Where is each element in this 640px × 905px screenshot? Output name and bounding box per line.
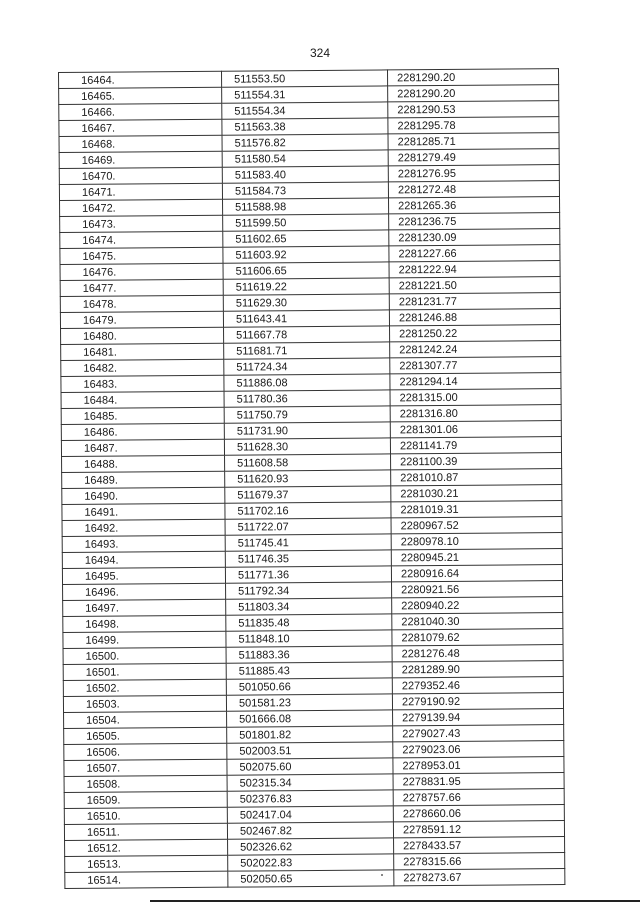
x-coordinate-cell: 511722.07 <box>225 518 391 535</box>
x-coordinate-cell: 502315.34 <box>227 774 393 791</box>
x-coordinate-cell: 511643.41 <box>223 310 389 327</box>
y-coordinate-cell: 2281100.39 <box>391 453 562 470</box>
point-number-cell: 16484. <box>61 391 224 408</box>
x-coordinate-cell: 502050.65 <box>228 870 394 887</box>
x-coordinate-cell: 511746.35 <box>225 550 391 567</box>
point-number-cell: 16489. <box>62 471 225 488</box>
x-coordinate-cell: 511780.36 <box>224 390 390 407</box>
point-number-cell: 16493. <box>62 535 225 552</box>
point-number-cell: 16477. <box>60 279 223 296</box>
y-coordinate-cell: 2281230.09 <box>389 229 560 246</box>
point-number-cell: 16476. <box>60 263 223 280</box>
y-coordinate-cell: 2281315.00 <box>390 389 561 406</box>
x-coordinate-cell: 511619.22 <box>223 278 389 295</box>
x-coordinate-cell: 511803.34 <box>226 598 392 615</box>
y-coordinate-cell: 2280916.64 <box>391 565 562 582</box>
point-number-cell: 16513. <box>65 855 228 872</box>
y-coordinate-cell: 2279023.06 <box>393 741 564 758</box>
point-number-cell: 16503. <box>63 695 226 712</box>
point-number-cell: 16470. <box>59 167 222 184</box>
point-number-cell: 16471. <box>59 183 222 200</box>
y-coordinate-cell: 2281290.20 <box>388 85 559 102</box>
y-coordinate-cell: 2281290.20 <box>387 69 558 86</box>
x-coordinate-cell: 502376.83 <box>227 790 393 807</box>
y-coordinate-cell: 2281141.79 <box>390 437 561 454</box>
point-number-cell: 16498. <box>63 615 226 632</box>
point-number-cell: 16483. <box>61 375 224 392</box>
x-coordinate-cell: 511583.40 <box>222 166 388 183</box>
point-number-cell: 16508. <box>64 775 227 792</box>
y-coordinate-cell: 2281019.31 <box>391 501 562 518</box>
y-coordinate-cell: 2281295.78 <box>388 117 559 134</box>
point-number-cell: 16512. <box>65 839 228 856</box>
coordinates-table-body <box>59 69 565 889</box>
x-coordinate-cell: 511628.30 <box>224 438 390 455</box>
point-number-cell: 16490. <box>62 487 225 504</box>
point-number-cell: 16486. <box>61 423 224 440</box>
y-coordinate-cell: 2281276.48 <box>392 645 563 662</box>
point-number-cell: 16475. <box>60 247 223 264</box>
y-coordinate-cell: 2278591.12 <box>393 821 564 838</box>
y-coordinate-cell: 2281285.71 <box>388 133 559 150</box>
x-coordinate-cell: 511771.36 <box>225 566 391 583</box>
y-coordinate-cell: 2278831.95 <box>393 773 564 790</box>
y-coordinate-cell: 2281222.94 <box>389 261 560 278</box>
y-coordinate-cell: 2278273.67 <box>394 869 565 886</box>
x-coordinate-cell: 502022.83 <box>228 854 394 871</box>
y-coordinate-cell: 2281246.88 <box>389 309 560 326</box>
point-number-cell: 16468. <box>59 135 222 152</box>
point-number-cell: 16482. <box>61 359 224 376</box>
x-coordinate-cell: 511603.92 <box>223 246 389 263</box>
y-coordinate-cell: 2281030.21 <box>391 485 562 502</box>
point-number-cell: 16492. <box>62 519 225 536</box>
x-coordinate-cell: 511602.65 <box>223 230 389 247</box>
y-coordinate-cell: 2281227.66 <box>389 245 560 262</box>
y-coordinate-cell: 2279027.43 <box>393 725 564 742</box>
x-coordinate-cell: 502075.60 <box>227 758 393 775</box>
x-coordinate-cell: 511724.34 <box>224 358 390 375</box>
x-coordinate-cell: 511576.82 <box>222 134 388 151</box>
point-number-cell: 16499. <box>63 631 226 648</box>
y-coordinate-cell: 2281294.14 <box>390 373 561 390</box>
point-number-cell: 16474. <box>60 231 223 248</box>
point-number-cell: 16507. <box>64 759 227 776</box>
point-number-cell: 16487. <box>61 439 224 456</box>
y-coordinate-cell: 2281221.50 <box>389 277 560 294</box>
point-number-cell: 16466. <box>59 103 222 120</box>
y-coordinate-cell: 2281236.75 <box>389 213 560 230</box>
y-coordinate-cell: 2278660.06 <box>393 805 564 822</box>
x-coordinate-cell: 511553.50 <box>221 70 387 87</box>
y-coordinate-cell: 2281316.80 <box>390 405 561 422</box>
x-coordinate-cell: 511679.37 <box>225 486 391 503</box>
y-coordinate-cell: 2281272.48 <box>388 181 559 198</box>
point-number-cell: 16480. <box>61 327 224 344</box>
x-coordinate-cell: 502467.82 <box>227 822 393 839</box>
x-coordinate-cell: 511750.79 <box>224 406 390 423</box>
coordinates-table <box>58 68 565 889</box>
y-coordinate-cell: 2278315.66 <box>394 853 565 870</box>
point-number-cell: 16488. <box>62 455 225 472</box>
y-coordinate-cell: 2278433.57 <box>394 837 565 854</box>
point-number-cell: 16505. <box>64 727 227 744</box>
y-coordinate-cell: 2281040.30 <box>392 613 563 630</box>
point-number-cell: 16472. <box>60 199 223 216</box>
y-coordinate-cell: 2279190.92 <box>392 693 563 710</box>
y-coordinate-cell: 2281265.36 <box>388 197 559 214</box>
x-coordinate-cell: 511792.34 <box>226 582 392 599</box>
scan-artifact-line <box>150 900 640 902</box>
y-coordinate-cell: 2281279.49 <box>388 149 559 166</box>
point-number-cell: 16478. <box>60 295 223 312</box>
y-coordinate-cell: 2281242.24 <box>390 341 561 358</box>
point-number-cell: 16509. <box>64 791 227 808</box>
point-number-cell: 16473. <box>60 215 223 232</box>
y-coordinate-cell: 2281301.06 <box>390 421 561 438</box>
y-coordinate-cell: 2281290.53 <box>388 101 559 118</box>
x-coordinate-cell: 511588.98 <box>223 198 389 215</box>
x-coordinate-cell: 501581.23 <box>226 694 392 711</box>
y-coordinate-cell: 2281079.62 <box>392 629 563 646</box>
x-coordinate-cell: 511745.41 <box>225 534 391 551</box>
y-coordinate-cell: 2278953.01 <box>393 757 564 774</box>
y-coordinate-cell: 2281307.77 <box>390 357 561 374</box>
point-number-cell: 16481. <box>61 343 224 360</box>
point-number-cell: 16491. <box>62 503 225 520</box>
point-number-cell: 16514. <box>65 871 228 888</box>
y-coordinate-cell: 2281250.22 <box>390 325 561 342</box>
page-number: 324 <box>309 46 331 60</box>
y-coordinate-cell: 2280921.56 <box>392 581 563 598</box>
point-number-cell: 16485. <box>61 407 224 424</box>
point-number-cell: 16469. <box>59 151 222 168</box>
x-coordinate-cell: 511608.58 <box>225 454 391 471</box>
x-coordinate-cell: 511883.36 <box>226 646 392 663</box>
point-number-cell: 16494. <box>62 551 225 568</box>
x-coordinate-cell: 511885.43 <box>226 662 392 679</box>
point-number-cell: 16464. <box>59 71 222 88</box>
y-coordinate-cell: 2280945.21 <box>391 549 562 566</box>
y-coordinate-cell: 2281276.95 <box>388 165 559 182</box>
y-coordinate-cell: 2279139.94 <box>393 709 564 726</box>
x-coordinate-cell: 501666.08 <box>227 710 393 727</box>
x-coordinate-cell: 511702.16 <box>225 502 391 519</box>
point-number-cell: 16497. <box>63 599 226 616</box>
x-coordinate-cell: 511848.10 <box>226 630 392 647</box>
x-coordinate-cell: 501050.66 <box>226 678 392 695</box>
y-coordinate-cell: 2281289.90 <box>392 661 563 678</box>
x-coordinate-cell: 511599.50 <box>223 214 389 231</box>
x-coordinate-cell: 502326.62 <box>228 838 394 855</box>
x-coordinate-cell: 511584.73 <box>222 182 388 199</box>
point-number-cell: 16479. <box>60 311 223 328</box>
x-coordinate-cell: 511667.78 <box>224 326 390 343</box>
y-coordinate-cell: 2278757.66 <box>393 789 564 806</box>
point-number-cell: 16465. <box>59 87 222 104</box>
x-coordinate-cell: 511554.31 <box>222 86 388 103</box>
scan-artifact-dot <box>381 874 383 876</box>
x-coordinate-cell: 502417.04 <box>227 806 393 823</box>
point-number-cell: 16504. <box>64 711 227 728</box>
x-coordinate-cell: 511886.08 <box>224 374 390 391</box>
x-coordinate-cell: 511731.90 <box>224 422 390 439</box>
y-coordinate-cell: 2281010.87 <box>391 469 562 486</box>
point-number-cell: 16502. <box>63 679 226 696</box>
point-number-cell: 16496. <box>63 583 226 600</box>
x-coordinate-cell: 511563.38 <box>222 118 388 135</box>
y-coordinate-cell: 2280940.22 <box>392 597 563 614</box>
point-number-cell: 16501. <box>63 663 226 680</box>
y-coordinate-cell: 2281231.77 <box>389 293 560 310</box>
x-coordinate-cell: 501801.82 <box>227 726 393 743</box>
x-coordinate-cell: 511681.71 <box>224 342 390 359</box>
y-coordinate-cell: 2280967.52 <box>391 517 562 534</box>
x-coordinate-cell: 511554.34 <box>222 102 388 119</box>
x-coordinate-cell: 502003.51 <box>227 742 393 759</box>
x-coordinate-cell: 511606.65 <box>223 262 389 279</box>
y-coordinate-cell: 2280978.10 <box>391 533 562 550</box>
x-coordinate-cell: 511835.48 <box>226 614 392 631</box>
table-row <box>65 869 565 889</box>
x-coordinate-cell: 511620.93 <box>225 470 391 487</box>
point-number-cell: 16500. <box>63 647 226 664</box>
point-number-cell: 16511. <box>64 823 227 840</box>
point-number-cell: 16467. <box>59 119 222 136</box>
point-number-cell: 16506. <box>64 743 227 760</box>
point-number-cell: 16495. <box>62 567 225 584</box>
x-coordinate-cell: 511629.30 <box>223 294 389 311</box>
x-coordinate-cell: 511580.54 <box>222 150 388 167</box>
y-coordinate-cell: 2279352.46 <box>392 677 563 694</box>
point-number-cell: 16510. <box>64 807 227 824</box>
